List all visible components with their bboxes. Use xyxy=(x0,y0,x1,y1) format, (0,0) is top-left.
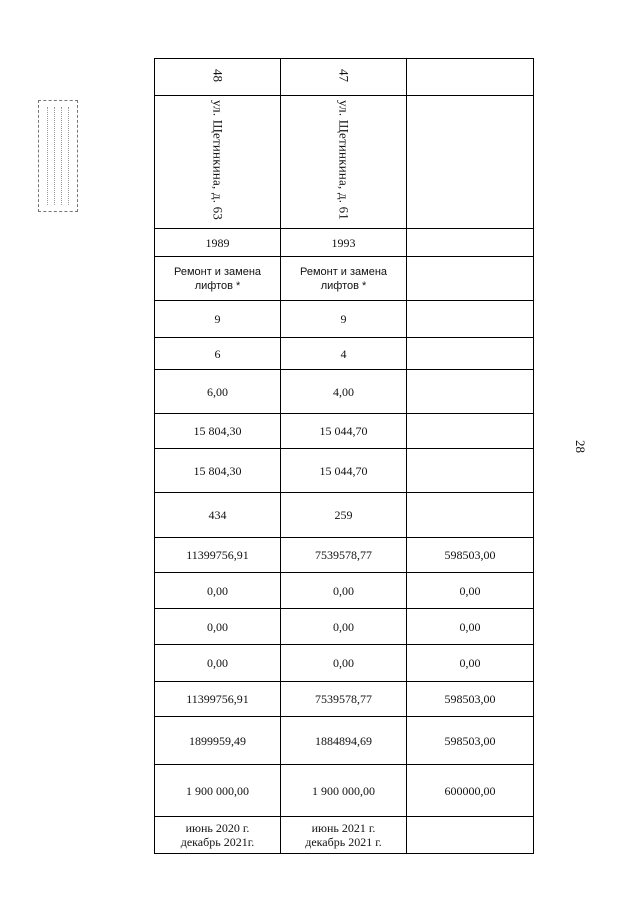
floors-count: 9 xyxy=(155,301,281,338)
table-cell xyxy=(281,59,407,96)
owners-funds: 11399756,91 xyxy=(155,682,281,717)
limit-cost: 600000,00 xyxy=(407,765,534,817)
table-cell xyxy=(407,449,534,493)
lifts-count: 6 xyxy=(155,338,281,370)
limit-cost: 1 900 000,00 xyxy=(155,765,281,817)
residents-count: 259 xyxy=(281,493,407,538)
owners-funds: 598503,00 xyxy=(407,682,534,717)
unit-cost: 1884894,69 xyxy=(281,717,407,765)
build-year: 1989 xyxy=(155,229,281,257)
table-cell xyxy=(155,96,281,229)
area-living: 15 804,30 xyxy=(155,449,281,493)
table-row xyxy=(155,59,534,96)
work-period: июнь 2020 г. декабрь 2021г. xyxy=(155,817,281,854)
object-number: 47 xyxy=(336,69,352,82)
area-total: 15 044,70 xyxy=(281,414,407,449)
table-row xyxy=(155,301,534,338)
cost-total: 11399756,91 xyxy=(155,538,281,573)
table-cell xyxy=(407,301,534,338)
table-cell xyxy=(155,59,281,96)
object-address: ул. Щетинкина, д. 61 xyxy=(336,100,352,221)
table-cell xyxy=(407,493,534,538)
table-row xyxy=(155,96,534,229)
table-row xyxy=(155,414,534,449)
table-row xyxy=(155,717,534,765)
table-cell xyxy=(407,257,534,301)
fund-3: 0,00 xyxy=(407,645,534,682)
table-row xyxy=(155,493,534,538)
cost-total: 7539578,77 xyxy=(281,538,407,573)
lifts-units: 6,00 xyxy=(155,370,281,414)
table-row xyxy=(155,765,534,817)
object-address: ул. Щетинкина, д. 63 xyxy=(210,100,226,221)
fund-2: 0,00 xyxy=(407,609,534,645)
table-cell xyxy=(281,96,407,229)
owners-funds: 7539578,77 xyxy=(281,682,407,717)
table-row xyxy=(155,257,534,301)
table-row xyxy=(155,609,534,645)
area-living: 15 044,70 xyxy=(281,449,407,493)
fund-1: 0,00 xyxy=(155,573,281,609)
table-row xyxy=(155,817,534,854)
fund-1: 0,00 xyxy=(407,573,534,609)
limit-cost: 1 900 000,00 xyxy=(281,765,407,817)
table-row xyxy=(155,449,534,493)
table-row xyxy=(155,682,534,717)
table-row xyxy=(155,370,534,414)
build-year: 1993 xyxy=(281,229,407,257)
lifts-units: 4,00 xyxy=(281,370,407,414)
table-row xyxy=(155,338,534,370)
table-cell xyxy=(407,96,534,229)
table-cell xyxy=(407,817,534,854)
page-number: 28 xyxy=(573,440,588,453)
fund-1: 0,00 xyxy=(281,573,407,609)
table-row xyxy=(155,538,534,573)
fund-2: 0,00 xyxy=(281,609,407,645)
table-cell xyxy=(407,370,534,414)
repair-schedule-table xyxy=(154,58,534,854)
floors-count: 9 xyxy=(281,301,407,338)
cost-total: 598503,00 xyxy=(407,538,534,573)
unit-cost: 598503,00 xyxy=(407,717,534,765)
fund-2: 0,00 xyxy=(155,609,281,645)
table-row xyxy=(155,229,534,257)
work-type: Ремонт и замена лифтов * xyxy=(155,257,281,301)
approval-stamp xyxy=(38,100,78,212)
table-cell xyxy=(407,338,534,370)
table-cell xyxy=(407,229,534,257)
residents-count: 434 xyxy=(155,493,281,538)
unit-cost: 1899959,49 xyxy=(155,717,281,765)
table-cell xyxy=(407,59,534,96)
work-period: июнь 2021 г. декабрь 2021 г. xyxy=(281,817,407,854)
lifts-count: 4 xyxy=(281,338,407,370)
area-total: 15 804,30 xyxy=(155,414,281,449)
object-number: 48 xyxy=(210,69,226,82)
fund-3: 0,00 xyxy=(281,645,407,682)
table-cell xyxy=(407,414,534,449)
table-row xyxy=(155,645,534,682)
work-type: Ремонт и замена лифтов * xyxy=(281,257,407,301)
fund-3: 0,00 xyxy=(155,645,281,682)
table-row xyxy=(155,573,534,609)
